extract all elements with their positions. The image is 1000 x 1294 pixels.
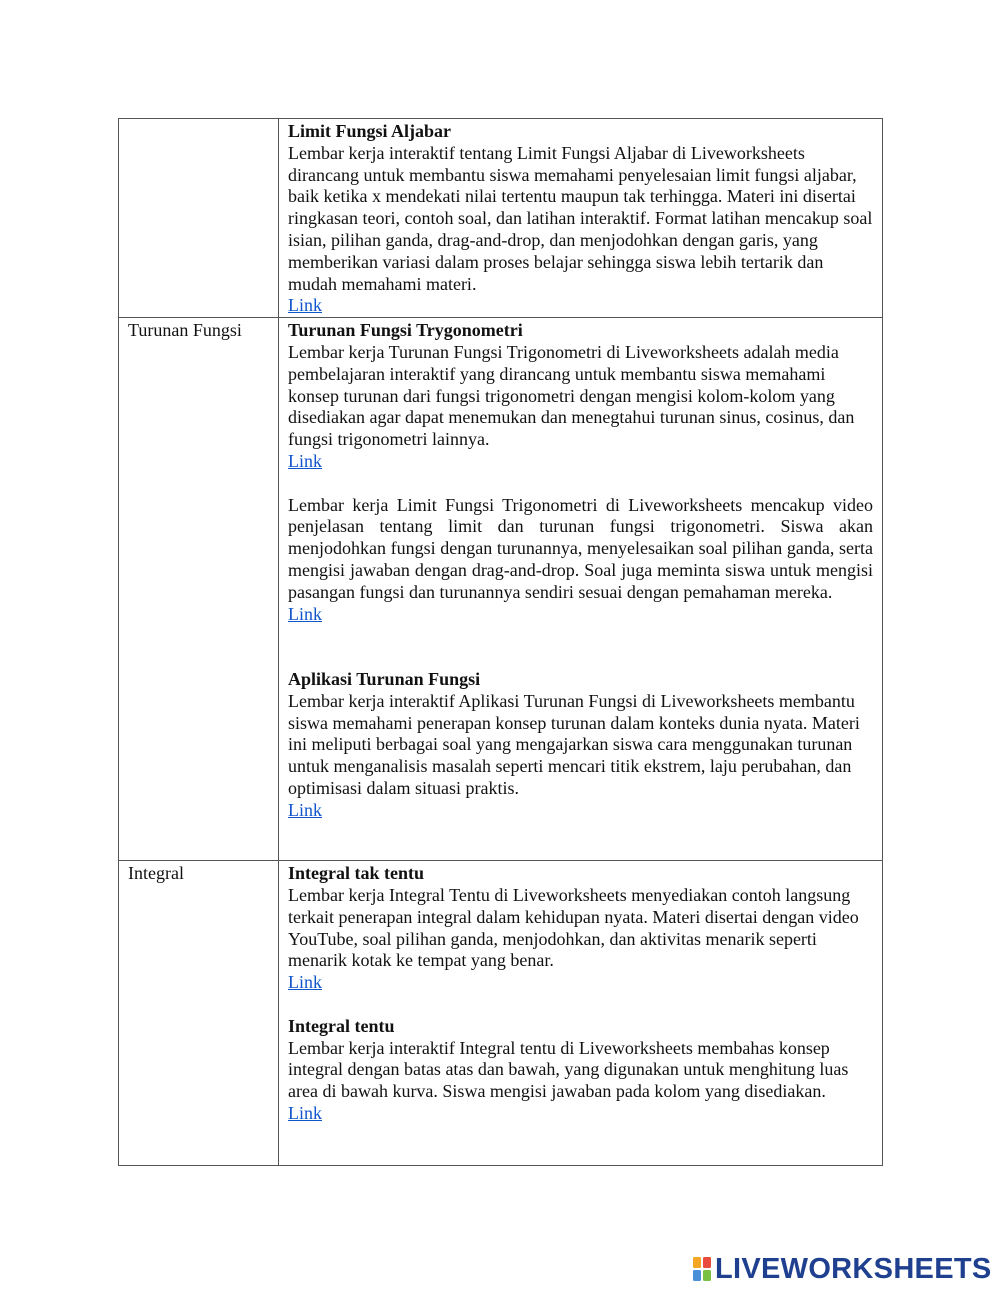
entry-title: Aplikasi Turunan Fungsi bbox=[288, 668, 481, 689]
entry-title: Integral tak tentu bbox=[288, 863, 424, 884]
spacer bbox=[288, 994, 873, 1016]
topic-label: Turunan Fungsi bbox=[128, 320, 242, 341]
liveworksheets-logo bbox=[693, 1254, 992, 1284]
topic-cell bbox=[119, 119, 279, 318]
materials-table bbox=[118, 118, 883, 1166]
worksheet-link[interactable]: Link bbox=[288, 603, 322, 624]
spacer bbox=[288, 625, 873, 669]
entry-title: Integral tentu bbox=[288, 1015, 395, 1036]
table-row bbox=[119, 861, 883, 1166]
spacer bbox=[288, 473, 873, 495]
logo-tile-1 bbox=[693, 1257, 701, 1268]
entry-description: Lembar kerja Turunan Fungsi Trigonometri di Liveworksheets adalah media pembelajaran interaktif yang dirancang untuk membantu siswa memahami konsep turunan dari fungsi trigonometri dengan mengisi kolom-kolom yang disediakan agar dapat menemukan dan menegtahui turunan sinus, cosinus, dan fungsi trigonometri lainnya. bbox=[288, 341, 855, 450]
topic-cell bbox=[119, 318, 279, 861]
brand-name: LIVEWORKSHEETS bbox=[715, 1253, 992, 1285]
topic-label: Integral bbox=[128, 863, 184, 884]
worksheet-link[interactable]: Link bbox=[288, 450, 322, 471]
logo-tile-3 bbox=[693, 1270, 701, 1281]
entry-description: Lembar kerja interaktif Integral tentu di Liveworksheets membahas konsep integral dengan batas atas dan bawah, yang digunakan untuk menghitung luas area di bawah kurva. Siswa mengisi jawaban pada kolom yang disediakan. bbox=[288, 1037, 849, 1102]
logo-tile-2 bbox=[703, 1257, 711, 1268]
worksheet-link[interactable]: Link bbox=[288, 1102, 322, 1123]
entry-title: Limit Fungsi Aljabar bbox=[288, 121, 452, 141]
entry-description: Lembar kerja interaktif Aplikasi Turunan Fungsi di Liveworksheets membantu siswa memahami penerapan konsep turunan dalam konteks dunia nyata. Materi ini meliputi berbagai soal yang mengajarkan siswa cara menggunakan turunan untuk menganalisis masalah seperti mencari titik ekstrem, laju perubahan, dan optimisasi dalam situasi praktis. bbox=[288, 690, 860, 798]
worksheet-link[interactable]: Link bbox=[288, 799, 322, 820]
logo-tile-4 bbox=[703, 1270, 711, 1281]
logo-tiles-icon bbox=[693, 1257, 712, 1281]
content-cell bbox=[279, 119, 883, 318]
entry-description: Lembar kerja Integral Tentu di Liveworksheets menyediakan contoh langsung terkait penerapan integral dalam kehidupan nyata. Materi disertai dengan video YouTube, soal pilihan ganda, menjodohkan, dan aktivitas menarik seperti menarik kotak ke tempat yang benar. bbox=[288, 884, 859, 971]
worksheet-link[interactable]: Link bbox=[288, 972, 322, 993]
entry-title: Turunan Fungsi Trygonometri bbox=[288, 320, 523, 341]
content-cell bbox=[279, 318, 883, 861]
topic-cell bbox=[119, 861, 279, 1166]
worksheet-link[interactable]: Link bbox=[288, 295, 322, 316]
entry-description: Lembar kerja interaktif tentang Limit Fungsi Aljabar di Liveworksheets dirancang untuk membantu siswa memahami penyelesaian limit fungsi aljabar, baik ketika x mendekati nilai tertentu maupun tak terhingga. Materi ini disertai ringkasan teori, contoh soal, dan latihan interaktif. Format latihan mencakup soal isian, pilihan ganda, drag-and-drop, dan menjodohkan dengan garis, yang memberikan variasi dalam proses belajar sehingga siswa lebih tertarik dan mudah memahami materi. bbox=[288, 142, 873, 294]
table-row bbox=[119, 318, 883, 861]
content-cell bbox=[279, 861, 883, 1166]
entry-description: Lembar kerja Limit Fungsi Trigonometri di Liveworksheets mencakup video penjelasan tentang limit dan turunan fungsi trigonometri. Siswa akan menjodohkan fungsi dengan turunannya, menyelesaikan soal pilihan ganda, serta mengisi jawaban dengan drag-and-drop. Soal juga meminta siswa untuk mengisi pasangan fungsi dan turunannya sendiri sesuai dengan pemahaman mereka. bbox=[288, 494, 873, 602]
table-row bbox=[119, 119, 883, 318]
